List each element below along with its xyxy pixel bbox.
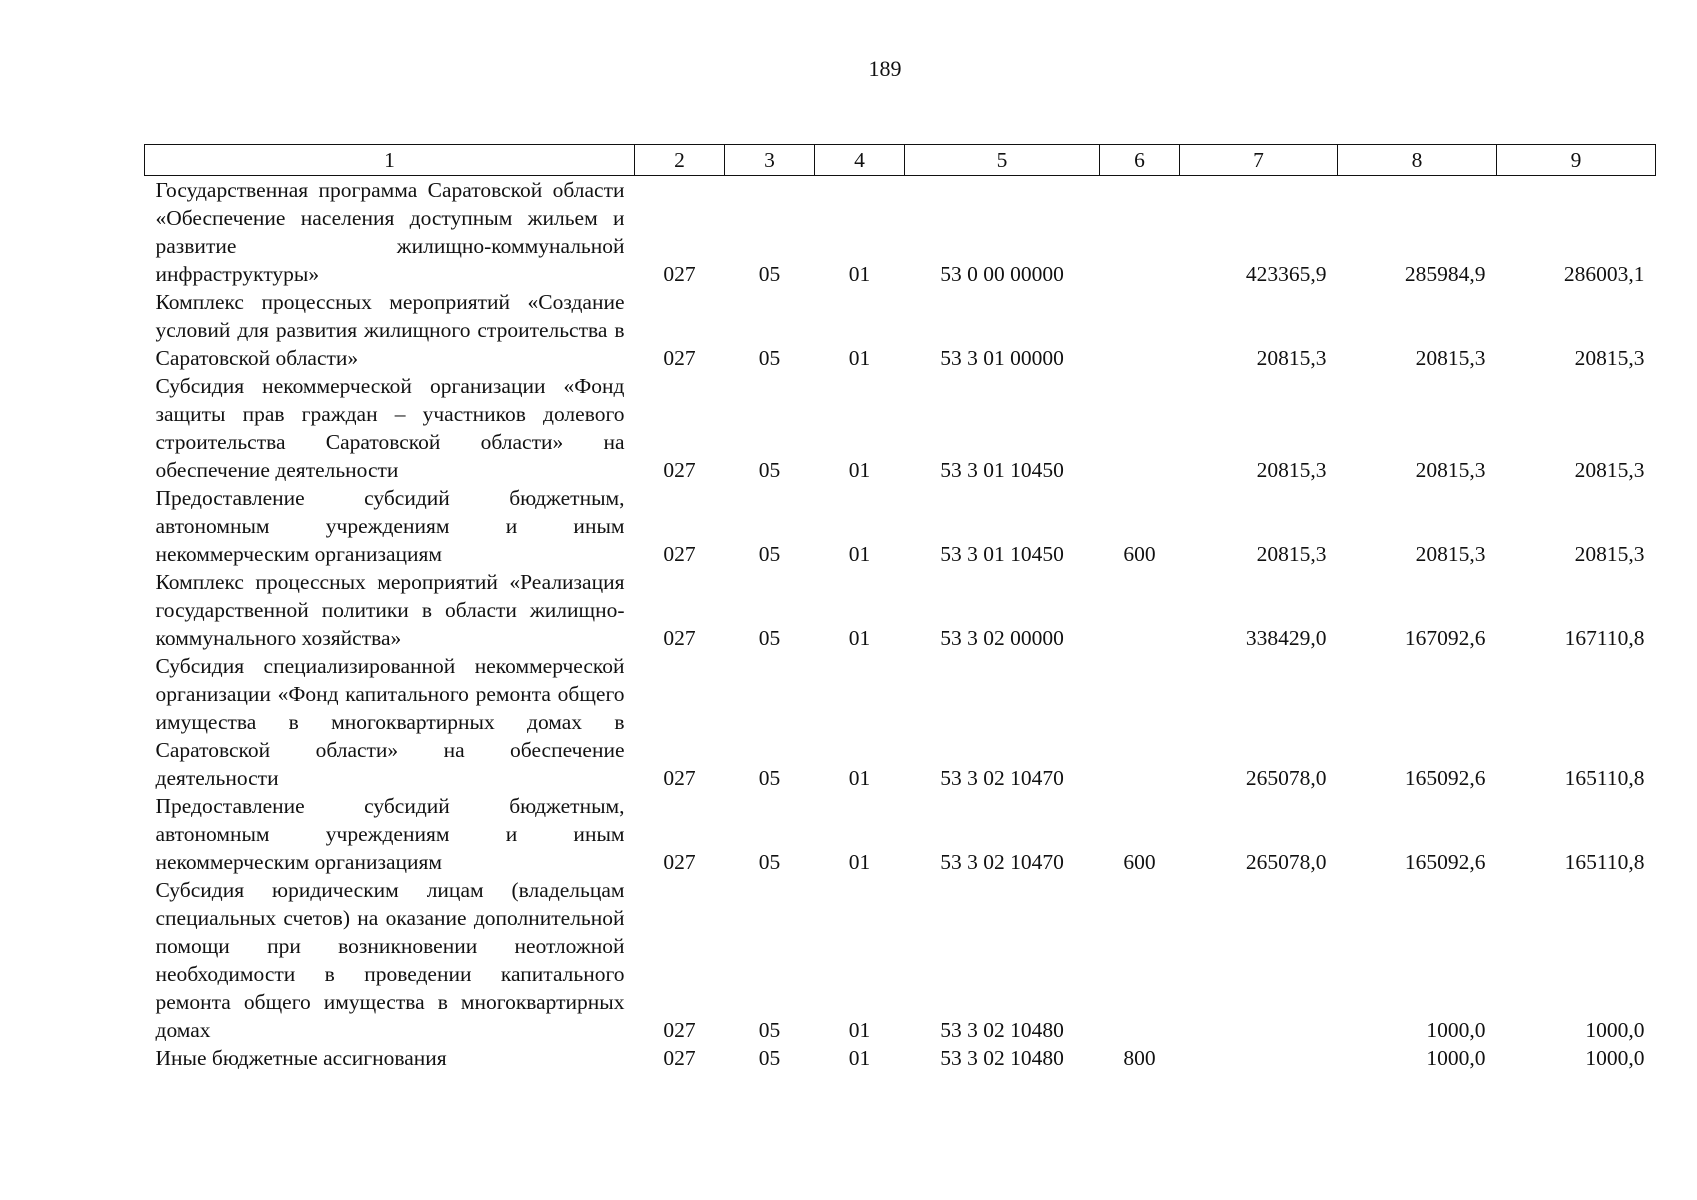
cell-col3: 05 xyxy=(758,1018,781,1042)
cell-col6: 600 xyxy=(1123,542,1156,566)
cell-col2: 027 xyxy=(663,458,696,482)
cell-col6 xyxy=(1100,176,1180,289)
cell-col5: 53 3 01 10450 xyxy=(940,458,1064,482)
cell-col5: 53 3 02 10480 xyxy=(940,1046,1064,1070)
row-name-cell: Государственная программа Саратовской области «Обеспечение населения доступным жильем и развитие жилищно-коммунальной инфраструктуры» xyxy=(155,178,625,286)
row-name-cell: Предоставление субсидий бюджетным, автономным учреждениям и иным некоммерческим организациям xyxy=(155,794,625,874)
cell-col8: 1000,0 xyxy=(1426,1018,1486,1042)
header-cell: 1 xyxy=(145,145,635,176)
cell-col4: 01 xyxy=(848,1046,871,1070)
cell-col2: 027 xyxy=(663,766,696,790)
cell-col8: 165092,6 xyxy=(1404,850,1486,874)
row-name-cell: Субсидия специализированной некоммерческой организации «Фонд капитального ремонта общего имущества в многоквартирных домах в Саратовской области» на обеспечение деятельности xyxy=(155,654,625,790)
cell-col3: 05 xyxy=(758,458,781,482)
cell-col5: 53 3 02 00000 xyxy=(940,626,1064,650)
table-body xyxy=(145,176,1656,1073)
cell-col6: 800 xyxy=(1123,1046,1156,1070)
cell-col4: 01 xyxy=(848,766,871,790)
header-cell: 9 xyxy=(1497,145,1656,176)
cell-col4: 01 xyxy=(848,850,871,874)
cell-col9: 167110,8 xyxy=(1564,626,1645,650)
table-row xyxy=(145,792,1656,876)
cell-col5: 53 0 00 00000 xyxy=(940,262,1064,286)
cell-col8: 20815,3 xyxy=(1415,542,1486,566)
cell-col2: 027 xyxy=(663,262,696,286)
cell-col7: 20815,3 xyxy=(1256,346,1327,370)
table-row xyxy=(145,288,1656,372)
cell-col9: 20815,3 xyxy=(1574,458,1645,482)
budget-table xyxy=(144,144,1656,1072)
cell-col8: 20815,3 xyxy=(1415,346,1486,370)
table-row xyxy=(145,876,1656,1044)
cell-col6: 600 xyxy=(1123,850,1156,874)
cell-col4: 01 xyxy=(848,1018,871,1042)
header-cell: 5 xyxy=(905,145,1100,176)
cell-col2: 027 xyxy=(663,542,696,566)
cell-col2: 027 xyxy=(663,1018,696,1042)
row-name-cell: Субсидия некоммерческой организации «Фонд защиты прав граждан – участников долевого строительства Саратовской области» на обеспечение деятельности xyxy=(155,374,625,482)
cell-col8: 285984,9 xyxy=(1404,262,1486,286)
cell-col9: 286003,1 xyxy=(1563,262,1645,286)
cell-col7 xyxy=(1180,1044,1338,1072)
cell-col6 xyxy=(1100,372,1180,484)
cell-col3: 05 xyxy=(758,1046,781,1070)
cell-col9: 20815,3 xyxy=(1574,542,1645,566)
cell-col7: 20815,3 xyxy=(1256,542,1327,566)
cell-col3: 05 xyxy=(758,346,781,370)
row-name-cell: Комплекс процессных мероприятий «Создание условий для развития жилищного строительства в Саратовской области» xyxy=(155,290,625,370)
cell-col2: 027 xyxy=(663,850,696,874)
cell-col2: 027 xyxy=(663,626,696,650)
cell-col2: 027 xyxy=(663,346,696,370)
cell-col3: 05 xyxy=(758,542,781,566)
cell-col5: 53 3 01 10450 xyxy=(940,542,1064,566)
cell-col4: 01 xyxy=(848,626,871,650)
row-name-cell: Комплекс процессных мероприятий «Реализация государственной политики в области жилищно-коммунального хозяйства» xyxy=(155,570,625,650)
cell-col8: 167092,6 xyxy=(1404,626,1486,650)
cell-col8: 20815,3 xyxy=(1415,458,1486,482)
cell-col3: 05 xyxy=(758,262,781,286)
cell-col3: 05 xyxy=(758,626,781,650)
header-cell: 2 xyxy=(635,145,725,176)
cell-col4: 01 xyxy=(848,262,871,286)
cell-col6 xyxy=(1100,568,1180,652)
cell-col2: 027 xyxy=(663,1046,696,1070)
row-name-cell: Предоставление субсидий бюджетным, автономным учреждениям и иным некоммерческим организациям xyxy=(155,486,625,566)
header-cell: 7 xyxy=(1180,145,1338,176)
cell-col9: 20815,3 xyxy=(1574,346,1645,370)
cell-col5: 53 3 02 10480 xyxy=(940,1018,1064,1042)
cell-col7: 265078,0 xyxy=(1245,766,1327,790)
cell-col6 xyxy=(1100,652,1180,792)
cell-col5: 53 3 02 10470 xyxy=(940,766,1064,790)
cell-col4: 01 xyxy=(848,458,871,482)
cell-col7: 265078,0 xyxy=(1245,850,1327,874)
row-name-cell: Иные бюджетные ассигнования xyxy=(155,1046,447,1070)
cell-col7: 20815,3 xyxy=(1256,458,1327,482)
header-cell: 3 xyxy=(725,145,815,176)
table-row xyxy=(145,372,1656,484)
cell-col8: 1000,0 xyxy=(1426,1046,1486,1070)
cell-col9: 1000,0 xyxy=(1585,1018,1645,1042)
table-row xyxy=(145,568,1656,652)
row-name-cell: Субсидия юридическим лицам (владельцам специальных счетов) на оказание дополнительной помощи при возникновении неотложной необходимости в проведении капитального ремонта общего имущества в многоквартирных домах xyxy=(155,878,625,1042)
cell-col4: 01 xyxy=(848,542,871,566)
cell-col9: 165110,8 xyxy=(1564,850,1645,874)
table-row xyxy=(145,652,1656,792)
cell-col8: 165092,6 xyxy=(1404,766,1486,790)
table-header-row xyxy=(145,145,1656,176)
cell-col5: 53 3 02 10470 xyxy=(940,850,1064,874)
table-row xyxy=(145,484,1656,568)
page-number: 189 xyxy=(868,56,902,81)
table-row xyxy=(145,1044,1656,1072)
cell-col7: 338429,0 xyxy=(1245,626,1327,650)
cell-col9: 165110,8 xyxy=(1564,766,1645,790)
cell-col7 xyxy=(1180,876,1338,1044)
cell-col7: 423365,9 xyxy=(1245,262,1327,286)
cell-col3: 05 xyxy=(758,766,781,790)
header-cell: 4 xyxy=(815,145,905,176)
header-cell: 6 xyxy=(1100,145,1180,176)
cell-col9: 1000,0 xyxy=(1585,1046,1645,1070)
cell-col3: 05 xyxy=(758,850,781,874)
cell-col6 xyxy=(1100,288,1180,372)
cell-col4: 01 xyxy=(848,346,871,370)
table-row xyxy=(145,176,1656,289)
cell-col6 xyxy=(1100,876,1180,1044)
cell-col5: 53 3 01 00000 xyxy=(940,346,1064,370)
header-cell: 8 xyxy=(1338,145,1497,176)
